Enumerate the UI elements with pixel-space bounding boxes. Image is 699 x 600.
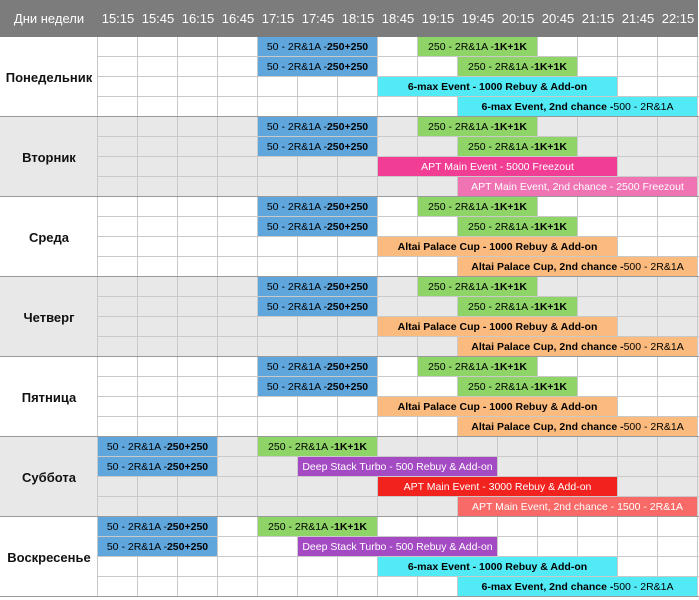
header-time: 16:15 (178, 0, 218, 37)
event-text: 250 - 2R&1A - (428, 40, 494, 53)
grid-hline (98, 296, 699, 297)
event-text: 500 - 2R&1A (613, 100, 674, 113)
event-text: Deep Stack Turbo - 500 Rebuy & Add-on (302, 460, 493, 473)
event-text: 250 - 2R&1A - (468, 140, 534, 153)
grid-hline (98, 136, 699, 137)
event-block[interactable] (458, 337, 697, 356)
event-text: 250 - 2R&1A - (468, 300, 534, 313)
event-text: 50 - 2R&1A - (106, 440, 167, 453)
event-text: 50 - 2R&1A - (266, 360, 327, 373)
event-text: APT Main Event, 2nd chance - 2500 Freezout (471, 180, 684, 193)
event-text: 50 - 2R&1A - (266, 380, 327, 393)
event-block[interactable] (418, 117, 537, 136)
grid-vline (217, 37, 218, 597)
event-block[interactable] (458, 257, 697, 276)
header-time: 15:15 (98, 0, 138, 37)
event-text-bold: 250+250 (166, 460, 209, 473)
grid-vline (697, 37, 698, 597)
day-label: Четверг (23, 309, 75, 325)
event-text: 500 - 2R&1A (613, 580, 674, 593)
event-text-bold: 250+250 (326, 300, 369, 313)
event-text-bold: 6-max Event, 2nd chance - (481, 580, 614, 593)
event-block[interactable] (98, 437, 217, 456)
event-block[interactable] (378, 557, 617, 576)
event-block[interactable] (458, 137, 577, 156)
event-text-bold: 250+250 (326, 380, 369, 393)
event-text: 50 - 2R&1A - (266, 140, 327, 153)
event-text-bold: 1K+1K (533, 140, 567, 153)
event-block[interactable] (378, 157, 617, 176)
event-text-bold: 1K+1K (533, 300, 567, 313)
header-time: 21:15 (578, 0, 618, 37)
day-label: Вторник (22, 149, 76, 165)
event-text: 50 - 2R&1A - (266, 200, 327, 213)
event-text-bold: 6-max Event - 1000 Rebuy & Add-on (407, 80, 588, 93)
header-time: 19:45 (458, 0, 498, 37)
event-block[interactable] (378, 477, 617, 496)
event-text-bold: 1K+1K (533, 220, 567, 233)
day-label: Среда (28, 229, 70, 245)
event-block[interactable] (98, 457, 217, 476)
event-text-bold: Altai Palace Cup - 1000 Rebuy & Add-on (397, 240, 598, 253)
event-text: 250 - 2R&1A - (428, 200, 494, 213)
header-time: 19:15 (418, 0, 458, 37)
event-text: 250 - 2R&1A - (468, 60, 534, 73)
event-text-bold: 1K+1K (333, 440, 367, 453)
event-block[interactable] (298, 457, 497, 476)
event-text-bold: 1K+1K (533, 60, 567, 73)
event-text-bold: Altai Palace Cup, 2nd chance - (471, 420, 624, 433)
event-text: 500 - 2R&1A (623, 260, 684, 273)
day-label: Пятница (21, 389, 77, 405)
day-label: Воскресенье (7, 549, 91, 565)
event-block[interactable] (258, 437, 377, 456)
event-text-bold: 250+250 (326, 200, 369, 213)
event-text-bold: Altai Palace Cup, 2nd chance - (471, 340, 624, 353)
event-text-bold: 250+250 (326, 60, 369, 73)
event-block[interactable] (458, 297, 577, 316)
header-time: 18:45 (378, 0, 418, 37)
event-text: 250 - 2R&1A - (428, 280, 494, 293)
event-text-bold: 250+250 (326, 280, 369, 293)
event-block[interactable] (298, 537, 497, 556)
event-text-bold: 1K+1K (493, 200, 527, 213)
event-block[interactable] (418, 197, 537, 216)
event-text: 250 - 2R&1A - (268, 440, 334, 453)
event-block[interactable] (458, 417, 697, 436)
event-text: APT Main Event - 3000 Rebuy & Add-on (403, 480, 592, 493)
event-text: 250 - 2R&1A - (468, 220, 534, 233)
event-text: 250 - 2R&1A - (468, 380, 534, 393)
event-text: 50 - 2R&1A - (266, 40, 327, 53)
event-text: 50 - 2R&1A - (266, 220, 327, 233)
event-block[interactable] (258, 137, 377, 156)
event-text-bold: Altai Palace Cup - 1000 Rebuy & Add-on (397, 320, 598, 333)
event-text-bold: Altai Palace Cup - 1000 Rebuy & Add-on (397, 400, 598, 413)
event-block[interactable] (258, 57, 377, 76)
event-text: APT Main Event, 2nd chance - 1500 - 2R&1A (471, 500, 684, 513)
event-block[interactable] (378, 77, 617, 96)
event-block[interactable] (258, 517, 377, 536)
event-text: 50 - 2R&1A - (106, 460, 167, 473)
event-text-bold: 250+250 (326, 360, 369, 373)
event-block[interactable] (458, 217, 577, 236)
event-text: 500 - 2R&1A (623, 340, 684, 353)
grid-hline (98, 376, 699, 377)
header-time: 20:45 (538, 0, 578, 37)
event-text-bold: Altai Palace Cup, 2nd chance - (471, 260, 624, 273)
event-text: 50 - 2R&1A - (266, 120, 327, 133)
event-block[interactable] (458, 577, 697, 596)
event-block[interactable] (418, 357, 537, 376)
event-text: 50 - 2R&1A - (106, 540, 167, 553)
header-time: 16:45 (218, 0, 258, 37)
header-time: 17:15 (258, 0, 298, 37)
grid-vline (97, 37, 98, 597)
event-text-bold: 250+250 (326, 220, 369, 233)
event-block[interactable] (258, 377, 377, 396)
event-block[interactable] (258, 37, 377, 56)
event-block[interactable] (258, 217, 377, 236)
event-text: 500 - 2R&1A (623, 420, 684, 433)
event-block[interactable] (418, 277, 537, 296)
event-block[interactable] (98, 537, 217, 556)
event-block[interactable] (418, 37, 537, 56)
event-block[interactable] (258, 297, 377, 316)
header-time: 20:15 (498, 0, 538, 37)
event-text: 50 - 2R&1A - (266, 300, 327, 313)
event-text-bold: 250+250 (166, 520, 209, 533)
event-text-bold: 250+250 (166, 440, 209, 453)
event-text-bold: 250+250 (166, 540, 209, 553)
header-time: 21:45 (618, 0, 658, 37)
event-text-bold: 6-max Event, 2nd chance - (481, 100, 614, 113)
event-block[interactable] (458, 497, 697, 516)
grid-hline (98, 216, 699, 217)
event-text-bold: 1K+1K (493, 360, 527, 373)
event-text-bold: 250+250 (326, 40, 369, 53)
event-text: 50 - 2R&1A - (266, 60, 327, 73)
event-text-bold: 1K+1K (493, 120, 527, 133)
header-time: 18:15 (338, 0, 378, 37)
header-time: 17:45 (298, 0, 338, 37)
grid-vline (177, 37, 178, 597)
header-time: 22:15 (658, 0, 698, 37)
event-block[interactable] (378, 397, 617, 416)
event-block[interactable] (458, 177, 697, 196)
event-block[interactable] (378, 317, 617, 336)
event-text-bold: 250+250 (326, 120, 369, 133)
event-text-bold: 1K+1K (493, 280, 527, 293)
header-day-column: Дни недели (0, 0, 98, 37)
grid-vline (137, 37, 138, 597)
event-text-bold: 1K+1K (493, 40, 527, 53)
event-block[interactable] (258, 197, 377, 216)
event-text: APT Main Event - 5000 Freezout (421, 160, 574, 173)
day-label: Понедельник (5, 69, 93, 85)
event-block[interactable] (258, 117, 377, 136)
header-time: 15:45 (138, 0, 178, 37)
event-text-bold: 6-max Event - 1000 Rebuy & Add-on (407, 560, 588, 573)
event-text-bold: 1K+1K (333, 520, 367, 533)
event-text: Deep Stack Turbo - 500 Rebuy & Add-on (302, 540, 493, 553)
event-text: 50 - 2R&1A - (266, 280, 327, 293)
day-label: Суббота (22, 469, 76, 485)
event-block[interactable] (258, 357, 377, 376)
event-text: 250 - 2R&1A - (428, 360, 494, 373)
event-block[interactable] (98, 517, 217, 536)
event-text-bold: 1K+1K (533, 380, 567, 393)
event-block[interactable] (378, 237, 617, 256)
event-block[interactable] (458, 57, 577, 76)
event-block[interactable] (458, 97, 697, 116)
event-text-bold: 250+250 (326, 140, 369, 153)
event-text: 50 - 2R&1A - (106, 520, 167, 533)
event-text: 250 - 2R&1A - (268, 520, 334, 533)
day-separator (0, 596, 699, 597)
event-block[interactable] (458, 377, 577, 396)
event-block[interactable] (258, 277, 377, 296)
event-text: 250 - 2R&1A - (428, 120, 494, 133)
grid-hline (98, 56, 699, 57)
